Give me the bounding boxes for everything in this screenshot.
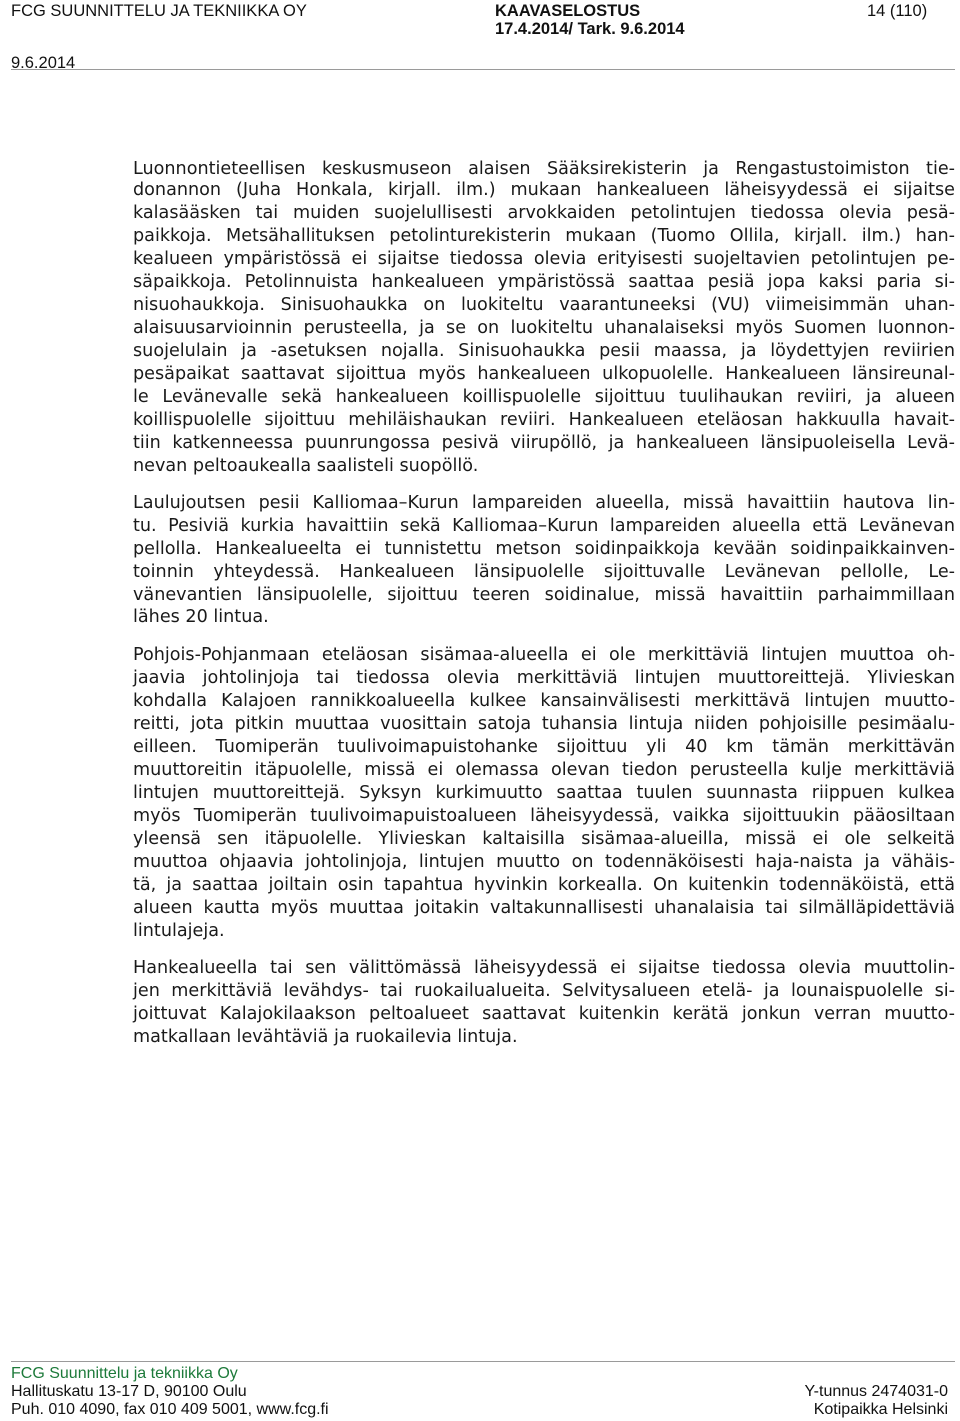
header-divider: [11, 69, 955, 70]
text-line: muuttoreitin itäpuolelle, missä ei olemassa olevan tiedon perusteella kulje merkittäviä: [133, 760, 955, 780]
text-line: alaisuusarvioinnin perusteella, ja se on luokiteltu uhanalaiseksi myös Suomen luonnon-: [133, 318, 955, 338]
text-line: joittuvat Kalajokilaakson peltoalueet saattavat kuitenkin kerätä jonkun verran muutto-: [133, 1004, 955, 1024]
text-line: eilleen. Tuomiperän tuulivoimapuistohanke sijoittuu yli 40 km tämän merkittävän: [133, 737, 955, 757]
text-line: lintujen muuttoreittejä. Syksyn kurkimuutto saattaa tuulen suunnasta riippuen kulkea: [133, 783, 955, 803]
text-line: toinnin yhteydessä. Hankealueen länsipuolelle sijoittuvalle Levänevan pellolle, Le-: [133, 562, 955, 582]
text-line: lintulajeja.: [133, 921, 225, 941]
text-line: Luonnontieteellisen keskusmuseon alaisen Sääksirekisterin ja Rengastustoimiston tie-: [133, 159, 955, 179]
footer-business-id: Y-tunnus 2474031-0: [804, 1383, 948, 1400]
document-title: KAAVASELOSTUS: [495, 2, 641, 20]
text-line: tiin katkenneessa puunrungossa pesivä viirupöllö, ja hankealueen länsipuoleisella Levä-: [133, 433, 955, 453]
text-line: jen merkittäviä levähdys- tai ruokailualueita. Selvitysalueen etelä- ja lounaispuolelle si-: [133, 981, 955, 1001]
text-line: kalasääsken tai muiden suojelullisesti arvokkaiden petolintujen tiedossa olevia pesä-: [133, 203, 955, 223]
text-line: vänevantien länsipuolelle, sijoittuu teeren soidinalue, missä havaittiin parhaimmillaan: [133, 585, 955, 605]
text-line: alueen kautta myös muuttaa joitakin valtakunnallisesti uhanalaisia tai silmälläpidettäviä: [133, 898, 955, 918]
text-line: koillispuolelle sijoittuu mehiläishaukan reviiri. Hankealueen eteläosan hakkuulla havait-: [133, 410, 955, 430]
footer-address: Hallituskatu 13-17 D, 90100 Oulu: [11, 1383, 247, 1400]
text-line: suojelulain ja -asetuksen nojalla. Sinisuohaukka pesii maassa, ja löydettyjen reviirien: [133, 341, 955, 361]
text-line: lähes 20 lintua.: [133, 607, 269, 627]
text-line: paikkoja. Metsähallituksen petolinturekisterin mukaan (Tuomo Ollila, kirjall. ilm.) han-: [133, 226, 955, 246]
text-line: kealueen ympäristössä ei sijaitse tiedossa olevia erityisesti suojeltavien petolintujen pe-: [133, 249, 955, 269]
text-line: Laulujoutsen pesii Kalliomaa–Kurun lampareiden alueella, missä havaittiin hautova lin-: [133, 493, 955, 513]
header-date: 9.6.2014: [11, 54, 76, 72]
text-line: yleensä sen itäpuolelle. Ylivieskan kaltaisilla sisämaa-alueilla, missä ei ole selkeitä: [133, 829, 955, 849]
text-line: matkallaan levähtäviä ja ruokailevia lintuja.: [133, 1027, 518, 1047]
text-line: pellolla. Hankealueelta ei tunnistettu metson soidinpaikkoja kevään soidinpaikkainven-: [133, 539, 955, 559]
text-line: muuttoa ohjaavia johtolinjoja, lintujen muutto on todennäköisesti haja-naista ja vähäis-: [133, 852, 955, 872]
text-line: tä, ja saattaa joiltain osin tapahtua hyvinkin korkealla. On kuitenkin todennäköistä, että: [133, 875, 955, 895]
text-line: Hankealueella tai sen välittömässä läheisyydessä ei sijaitse tiedossa olevia muuttolin-: [133, 958, 955, 978]
header-company: FCG SUUNNITTELU JA TEKNIIKKA OY: [11, 2, 307, 20]
footer-divider: [11, 1361, 955, 1362]
text-line: pesäpaikat saattavat sijoittua myös hankealueen ulkopuolelle. Hankealueen länsireunal-: [133, 364, 955, 384]
text-line: le Levänevalle sekä hankealueen koillispuolelle sijoittuu tuulihaukan reviiri, ja alueen: [133, 387, 955, 407]
page-number: 14 (110): [867, 2, 928, 20]
footer-contact: Puh. 010 4090, fax 010 409 5001, www.fcg.fi: [11, 1401, 329, 1418]
document-dates: 17.4.2014/ Tark. 9.6.2014: [495, 20, 685, 38]
text-line: kohdalla Kalajoen rannikkoalueella kulkee kansainvälisesti merkittävä lintujen muutto-: [133, 691, 955, 711]
text-line: nisuohaukkoja. Sinisuohaukka on luokiteltu vaarantuneeksi (VU) viimeisimmän uhan-: [133, 295, 955, 315]
text-line: tu. Pesiviä kurkia havaittiin sekä Kalliomaa–Kurun lampareiden alueella että Levänevan: [133, 516, 955, 536]
text-line: Pohjois-Pohjanmaan eteläosan sisämaa-alueella ei ole merkittäviä lintujen muuttoa oh-: [133, 645, 955, 665]
text-line: donannon (Juha Honkala, kirjall. ilm.) mukaan hankealueen läheisyydessä ei sijaitse: [133, 180, 955, 200]
text-line: nevan peltoaukealla saalisteli suopöllö.: [133, 456, 479, 476]
footer-domicile: Kotipaikka Helsinki: [813, 1401, 948, 1418]
footer-company: FCG Suunnittelu ja tekniikka Oy: [11, 1365, 238, 1382]
text-line: myös Tuomiperän tuulivoimapuistoalueen läheisyydessä, vaikka sijoittuukin pääosiltaan: [133, 806, 955, 826]
text-line: jaavia johtolinjoja tai tiedossa olevia merkittäviä lintujen muuttoreittejä. Ylivieskan: [133, 668, 955, 688]
text-line: säpaikkoja. Petolinnuista hankealueen ympäristössä saattaa pesiä jopa kaksi paria si-: [133, 272, 955, 292]
text-line: reitti, jota pitkin muuttaa vuosittain satoja tuhansia lintuja niiden pohjoisille pesimäalu-: [133, 714, 955, 734]
